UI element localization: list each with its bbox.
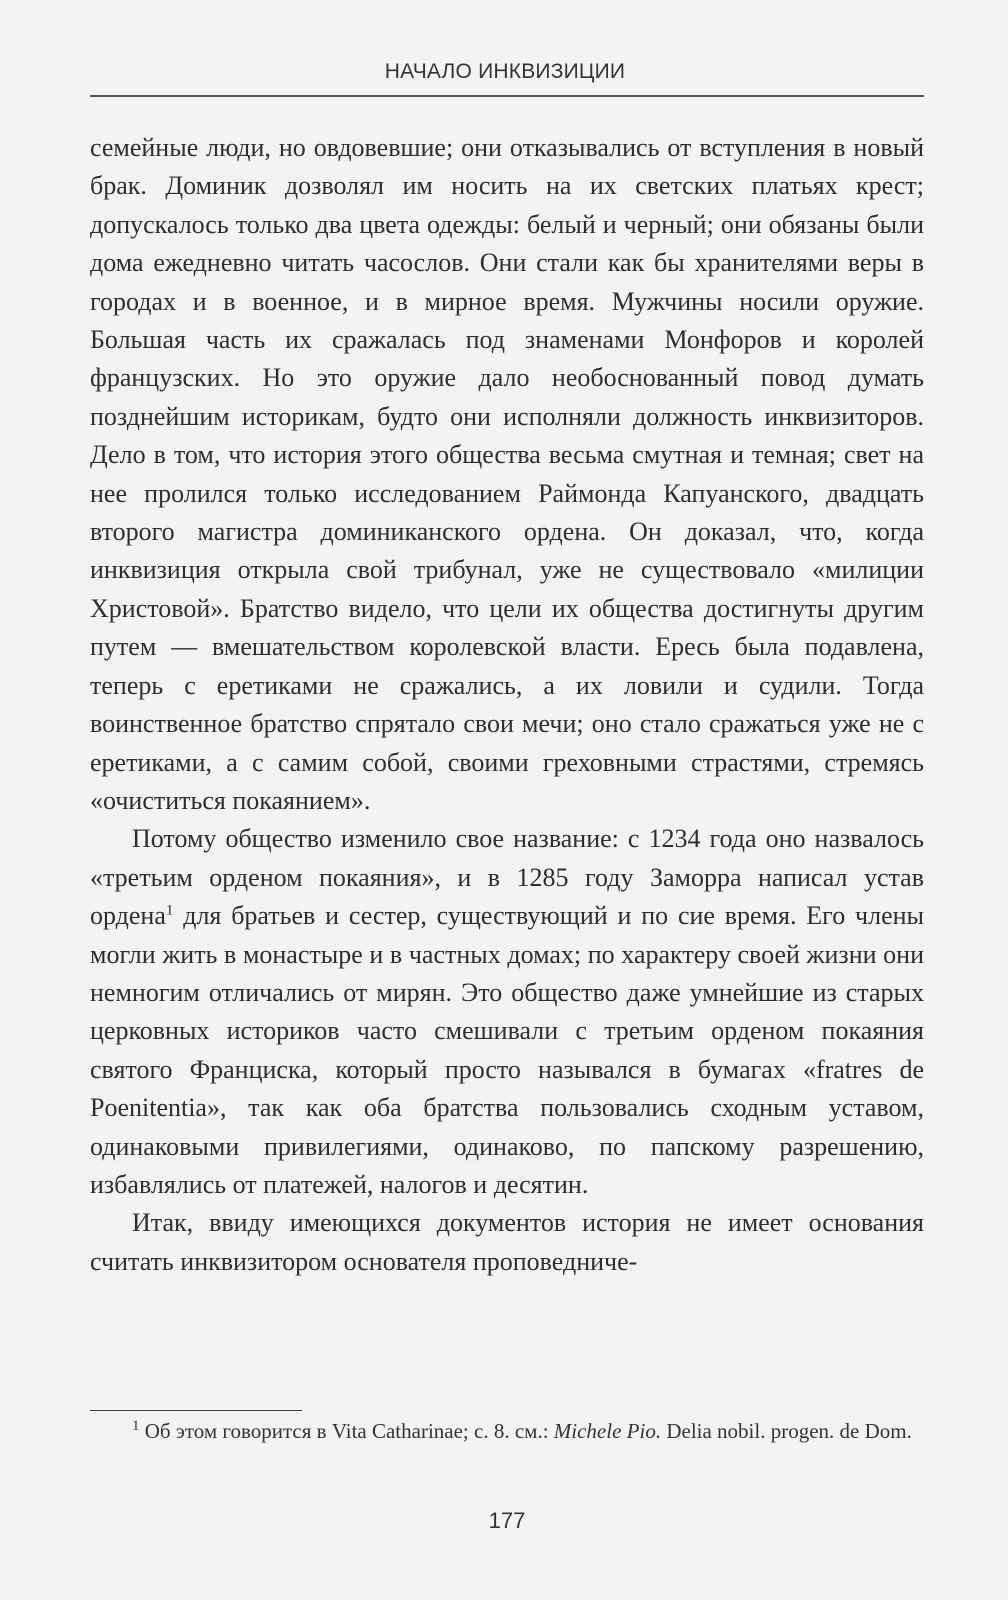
footnote-marker: 1 [132, 1418, 140, 1434]
footnote [90, 1416, 924, 1446]
footnote-reference: 1 [165, 902, 174, 919]
paragraph-3: Итак, ввиду имеющихся документов история не имеет основания считать инквизитором основателя проповедниче- [90, 1208, 924, 1276]
header-rule [90, 95, 924, 97]
paragraph-2 [90, 820, 924, 1204]
footnote-text-start: Об этом говорится в Vita Catharinae; c. 8. см.: [139, 1419, 554, 1443]
main-text [90, 129, 924, 1281]
footnote-author: Michele Pio. [553, 1419, 662, 1443]
footnote-rule [90, 1410, 302, 1411]
paragraph-2-text-end: для братьев и сестер, существующий и по сие время. Его члены могли жить в монастыре и в частных домах; по характеру своей жизни они немногим отличались от мирян. Это общество даже умнейшие из старых церковных историков часто смешивали с третьим орденом покаяния святого Франциска, который просто назывался в бумагах «fratres de Poenitentia», так как оба братства пользовались сходным уставом, одинаковыми привилегиями, одинаково, по папскому разрешению, избавлялись от платежей, налогов и десятин. [90, 901, 924, 1199]
page-number: 177 [488, 1508, 526, 1533]
paragraph-2-text-start: Потому общество изменило свое название: с 1234 года оно назвалось «третьим орденом покаяния», и в 1285 году Заморра написал устав ордена [90, 824, 924, 931]
running-header: НАЧАЛО ИНКВИЗИЦИИ [384, 60, 626, 83]
paragraph-1: семейные люди, но овдовевшие; они отказывались от вступления в новый брак. Доминик дозволял им носить на их светских платьях крест; допускалось только два цвета одежды: белый и черный; они обязаны были дома ежедневно читать часослов. Они стали как бы хранителями веры в городах и в военное, и в мирное время. Мужчины носили оружие. Большая часть их сражалась под знаменами Монфоров и королей французских. Но это оружие дало необоснованный повод думать позднейшим историкам, будто они исполняли должность инквизиторов. Дело в том, что история этого общества весьма смутная и темная; свет на нее пролился только исследованием Раймонда Капуанского, двадцать второго магистра доминиканского ордена. Он доказал, что, когда инквизиция открыла свой трибунал, уже не существовало «милиции Христовой». Братство видело, что цели их общества достигнуты другим путем — вмешательством королевской власти. Ересь была подавлена, теперь с еретиками не сражались, а их ловили и судили. Тогда воинственное братство спрятало свои мечи; оно стало сражаться уже не с еретиками, а с самим собой, своими греховными страстями, стремясь «очиститься покаянием». [90, 133, 924, 815]
footnote-text-end: Delia nobil. progen. de Dom. [661, 1419, 912, 1443]
